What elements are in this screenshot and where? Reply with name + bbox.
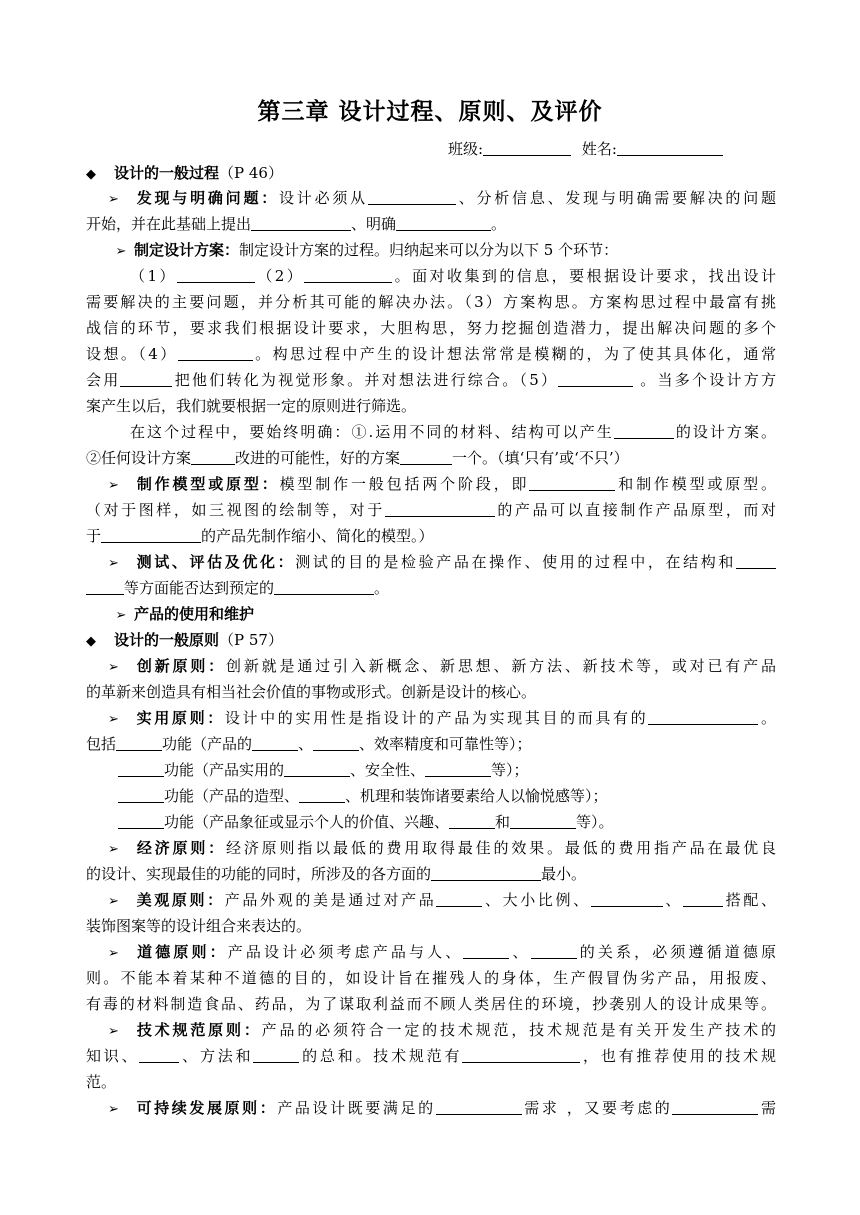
paragraph-line: ➢ 制作模型或原型：模型制作一般包括两个阶段，即 和制作模型或原型。 [86, 473, 776, 497]
paragraph-line: ➢ 美观原则：产品外观的美是通过对产品 、大小比例、 、 搭配、 [86, 889, 776, 913]
paragraph-line: ➢ 实用原则：设计中的实用性是指设计的产品为实现其目的而具有的 。 [86, 707, 776, 731]
blank[interactable] [529, 476, 615, 491]
arrow-bullet-icon: ➢ [115, 244, 127, 259]
paragraph-line: 在这个过程中，要始终明确：①.运用不同的材料、结构可以产生 的设计方案。 [130, 423, 776, 441]
blank[interactable] [177, 268, 255, 283]
arrow-bullet-icon: ➢ [108, 842, 119, 857]
paragraph-line: ➢ 经济原则：经济原则指以最低的费用取得最佳的效果。最低的费用指产品在最优良 [86, 837, 776, 861]
blank[interactable] [672, 1100, 758, 1115]
section-heading-principles: ◆ 设计的一般原则（P 57） [86, 629, 776, 653]
paragraph-line: 范。 [86, 1073, 117, 1091]
blank[interactable] [116, 736, 162, 751]
paragraph-line: 功能（产品实用的 、安全性、 等）； [86, 759, 776, 781]
class-label: 班级: [448, 140, 484, 158]
blank[interactable] [425, 762, 491, 777]
blank[interactable] [178, 346, 253, 361]
paragraph-line: 则。不能本着某种不道德的目的，如设计旨在摧残人的身体，生产假冒伪劣产品，用报废、 [86, 969, 776, 987]
name-label: 姓名: [581, 140, 617, 158]
paragraph-line: 包括 功能（产品的 、 、效率精度和可靠性等）； [86, 735, 532, 753]
paragraph-line: ➢ 技术规范原则：产品的必须符合一定的技术规范，技术规范是有关开发生产技术的 [86, 1019, 776, 1043]
blank[interactable] [191, 450, 235, 465]
paragraph-line: 的设计、实现最佳的功能的同时，所涉及的各方面的 最小。 [86, 865, 587, 883]
paragraph-line: 功能（产品象征或显示个人的价值、兴趣、 和 等）。 [86, 811, 776, 833]
blank[interactable] [86, 580, 124, 595]
blank[interactable] [253, 1048, 299, 1063]
blank[interactable] [510, 814, 576, 829]
paragraph-line: 会用 把他们转化为视觉形象。并对想法进行综合。（5） 。当多个设计方方 [86, 371, 776, 389]
blank[interactable] [118, 788, 164, 803]
blank[interactable] [313, 736, 359, 751]
blank[interactable] [591, 892, 663, 907]
blank[interactable] [385, 502, 495, 517]
paragraph-line: （对于图样，如三视图的绘制等，对于 的产品可以直接制作产品原型，而对 [86, 501, 776, 519]
blank[interactable] [101, 528, 201, 543]
name-blank[interactable] [617, 141, 723, 156]
paragraph-line: 需要解决的主要问题，并分析其可能的解决办法。（3）方案构思。方案构思过程中最富有挑 [86, 293, 776, 311]
blank[interactable] [462, 1048, 580, 1063]
blank[interactable] [449, 814, 495, 829]
blank[interactable] [396, 216, 491, 231]
paragraph-line: 装饰图案等的设计组合来表达的。 [86, 917, 312, 935]
paragraph-line: 案产生以后，我们就要根据一定的原则进行筛选。 [86, 397, 417, 415]
arrow-bullet-icon: ➢ [115, 608, 127, 623]
blank[interactable] [251, 216, 351, 231]
paragraph-line: （1） （2） 。面对收集到的信息，要根据设计要求，找出设计 [130, 267, 777, 285]
paragraph-line: ➢ 道德原则：产品设计必须考虑产品与人、 、 的关系，必须遵循道德原 [86, 941, 776, 965]
blank[interactable] [648, 710, 758, 725]
blank[interactable] [436, 1100, 522, 1115]
section-heading-process: ◆ 设计的一般过程（P 46） [86, 162, 776, 186]
paragraph-line: 战信的环节，要求我们根据设计要求，大胆构思，努力挖掘创造潜力，提出解决问题的多个 [86, 319, 776, 337]
paragraph-line: ➢ 发现与明确问题：设计必须从 、分析信息、发现与明确需要解决的问题 [86, 187, 776, 211]
blank[interactable] [463, 944, 509, 959]
blank[interactable] [436, 892, 482, 907]
paragraph-line: 开始，并在此基础上提出 、明确 。 [86, 215, 507, 233]
paragraph-line: ➢ 测试、评估及优化：测试的目的是检验产品在操作、使用的过程中，在结构和 [86, 551, 776, 575]
paragraph-line: 有毒的材料制造食品、药品，为了谋取利益而不顾人类居住的环境，抄袭别人的设计成果等。 [86, 995, 776, 1013]
arrow-bullet-icon: ➢ [108, 478, 119, 493]
paragraph-line: ➢ 可持续发展原则：产品设计既要满足的 需求 ，又要考虑的 需 [86, 1097, 776, 1121]
arrow-bullet-icon: ➢ [108, 660, 119, 675]
blank[interactable] [118, 762, 164, 777]
arrow-bullet-icon: ➢ [108, 1102, 119, 1117]
paragraph-line: ②任何设计方案 改进的可能性，好的方案 一个。（填‘只有’或‘不只’） [86, 449, 629, 467]
blank[interactable] [614, 424, 674, 439]
paragraph-line: ➢ 制定设计方案：制定设计方案的过程。归纳起来可以分为以下 5 个环节： [86, 239, 776, 263]
arrow-bullet-icon: ➢ [108, 1024, 119, 1039]
blank[interactable] [274, 580, 374, 595]
paragraph-line: 于 的产品先制作缩小、简化的模型。） [86, 527, 434, 545]
blank[interactable] [531, 944, 577, 959]
paragraph-line: 知识、 、方法和 的总和。技术规范有 ，也有推荐使用的技术规 [86, 1047, 776, 1065]
paragraph-line: 的革新来创造具有相当社会价值的事物或形式。创新是设计的核心。 [86, 683, 537, 701]
blank[interactable] [284, 762, 350, 777]
diamond-bullet-icon: ◆ [86, 634, 96, 649]
arrow-bullet-icon: ➢ [108, 556, 119, 571]
blank[interactable] [683, 892, 723, 907]
blank[interactable] [304, 268, 392, 283]
arrow-bullet-icon: ➢ [108, 192, 119, 207]
paragraph-line: 设想。（4） 。构思过程中产生的设计想法常常是模糊的，为了使其具体化，通常 [86, 345, 776, 363]
blank[interactable] [431, 866, 541, 881]
blank[interactable] [368, 190, 456, 205]
arrow-bullet-icon: ➢ [108, 946, 119, 961]
paragraph-line: ➢ 产品的使用和维护 [86, 603, 776, 627]
paragraph-line: ➢ 创新原则：创新就是通过引入新概念、新思想、新方法、新技术等，或对已有产品 [86, 655, 776, 679]
blank[interactable] [252, 736, 298, 751]
class-name-fields [448, 138, 723, 159]
diamond-bullet-icon: ◆ [86, 167, 96, 182]
blank[interactable] [558, 372, 633, 387]
paragraph-line: 功能（产品的造型、 、机理和装饰诸要素给人以愉悦感等）； [86, 785, 776, 807]
paragraph-line: 等方面能否达到预定的 。 [86, 577, 776, 599]
blank[interactable] [299, 788, 345, 803]
blank[interactable] [139, 1048, 179, 1063]
blank[interactable] [120, 372, 172, 387]
arrow-bullet-icon: ➢ [108, 894, 119, 909]
blank[interactable] [400, 450, 452, 465]
class-blank[interactable] [483, 141, 571, 156]
blank[interactable] [736, 554, 776, 569]
arrow-bullet-icon: ➢ [108, 712, 119, 727]
page-title: 第三章 设计过程、原则、及评价 [257, 99, 603, 125]
blank[interactable] [118, 814, 164, 829]
